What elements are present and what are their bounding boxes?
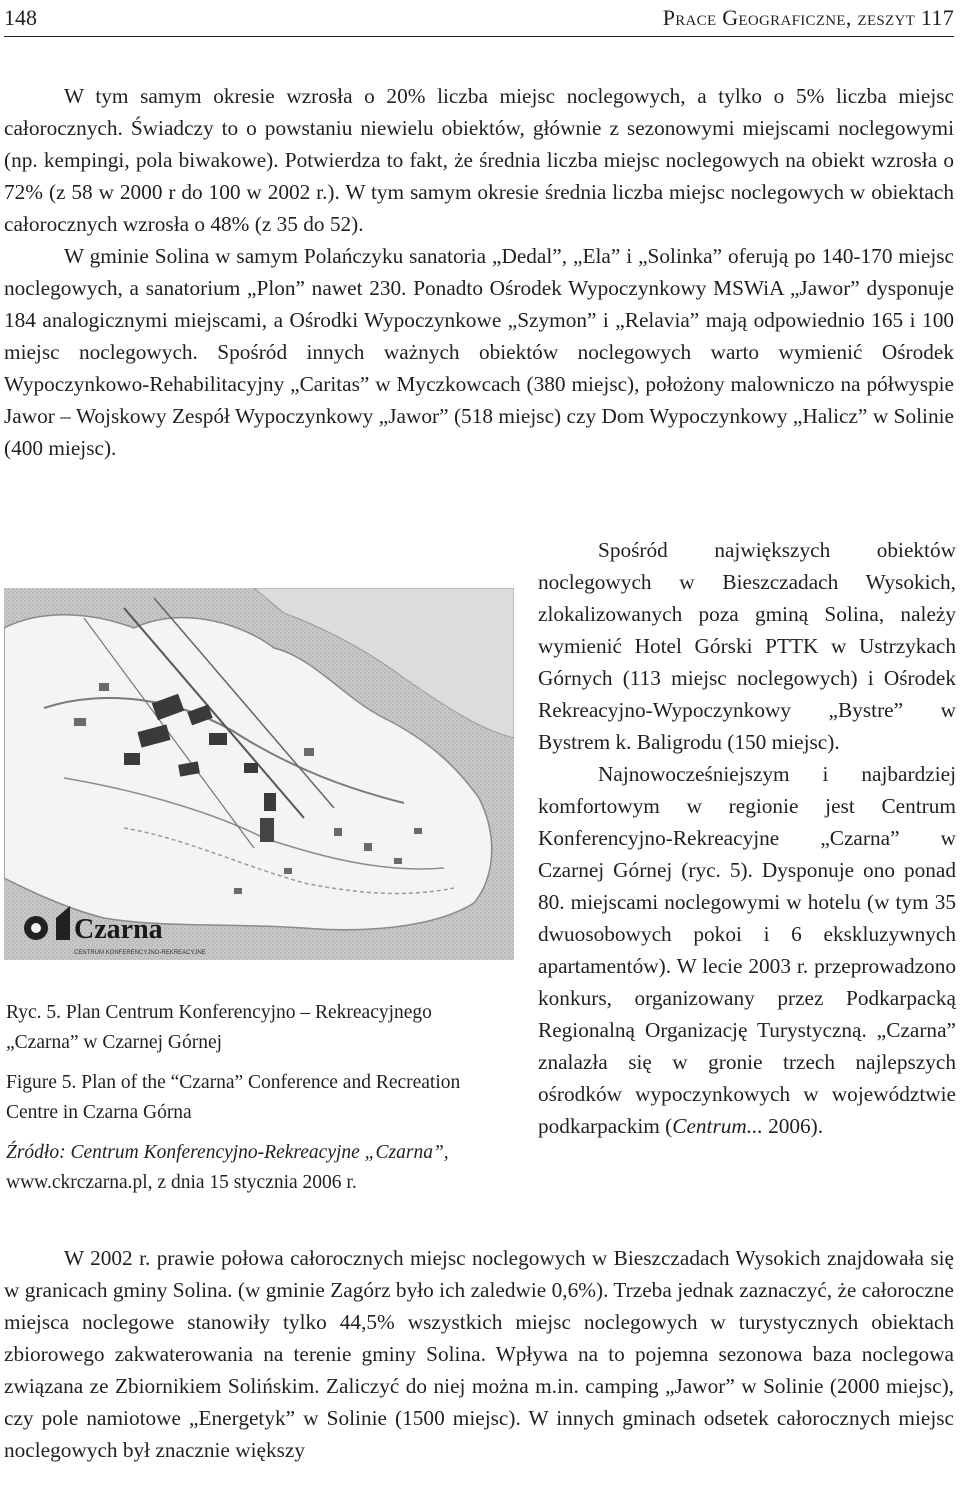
running-title: Prace Geograficzne, zeszyt 117 [662, 5, 954, 30]
paragraph: W gminie Solina w samym Polańczyku sanatoria „Dedal”, „Ela” i „Solinka” oferują po 140-170 miejsc noclegowych, a sanatorium „Plon” nawet 230. Ponadto Ośrodek Wypoczynkowy MSWiA „Jawor” dysponuje 184 analogicznymi miejscami, a Ośrodki Wypoczynkowe „Szymon” i „Relavia” mają odpowiednio 165 i 100 miejsc noclegowych. Spośród innych ważnych obiektów noclegowych warto wymienić Ośrodek Wypoczynkowo-Rehabilitacyjny „Caritas” w Myczkowcach (380 miejsc), położony malowniczo na półwyspie Jawor – Wojskowy Zespół Wypoczynkowy „Jawor” (518 miejsc) czy Dom Wypoczynkowy „Halicz” w Solinie (400 miejsc). [4, 244, 954, 460]
map-building [260, 818, 274, 842]
body-text-bottom [4, 1242, 954, 1466]
paragraph-text: Najnowocześniejszym i najbardziej komfortowym w regionie jest Centrum Konferencyjno-Rekreacyjne „Czarna” w Czarnej Górnej (ryc. 5). Dysponuje ono ponad 80. miejscami noclegowymi w hotelu (w tym 35 dwuosobowych pokoi i 6 ekskluzywnych apartamentów). W lecie 2003 r. przeprowadzono konkurs, organizowany przez Podkarpacką Regionalną Organizację Turystyczną. „Czarna” znalazła się w gronie trzech najlepszych ośrodków wypoczynkowych w województwie podkarpackim ( [538, 762, 956, 1138]
caption-source [6, 1138, 506, 1198]
citation-italic: Centrum... [672, 1114, 763, 1138]
body-text-top [4, 80, 954, 464]
page-header [4, 2, 954, 36]
source-title: : Centrum Konferencyjno-Rekreacyjne „Czarna”, [59, 1142, 449, 1163]
paragraph [538, 758, 956, 1142]
header-rule [4, 36, 954, 37]
caption-english: Figure 5. Plan of the “Czarna” Conference and Recreation Centre in Czarna Górna [6, 1072, 461, 1123]
paragraph: W tym samym okresie wzrosła o 20% liczba miejsc noclegowych, a tylko o 5% liczba miejsc całorocznych. Świadczy to o powstaniu niewielu obiektów, głównie z sezonowymi miejscami noclegowymi (np. kempingi, pola biwakowe). Potwierdza to fakt, że średnia liczba miejsc noclegowych na obiekt wzrosła o 72% (z 58 w 2000 r do 100 w 2002 r.). W tym samym okresie średnia liczba miejsc noclegowych w obiektach całorocznych wzrosła o 48% (z 35 do 52). [4, 84, 954, 236]
paragraph: Spośród największych obiektów noclegowych w Bieszczadach Wysokich, zlokalizowanych poza gminą Solina, należy wymienić Hotel Górski PTTK w Ustrzykach Górnych (113 miejsc noclegowych) i Ośrodek Rekreacyjno-Wypoczynkowy „Bystre” w Bystrem k. Baligrodu (150 miejsc). [538, 538, 956, 754]
body-text-wrap [538, 534, 956, 1142]
logo-subtext: CENTRUM KONFERENCYJNO-REKREACYJNE [74, 950, 206, 956]
caption-polish: Ryc. 5. Plan Centrum Konferencyjno – Rekreacyjnego „Czarna” w Czarnej Górnej [6, 1002, 432, 1053]
paragraph: W 2002 r. prawie połowa całorocznych miejsc noclegowych w Bieszczadach Wysokich znajdowała się w granicach gminy Solina. (w gminie Zagórz było ich zaledwie 0,6%). Trzeba jednak zaznaczyć, że całoroczne miejsca noclegowe stanowiły tylko 44,5% wszystkich miejsc noclegowych w turystycznych obiektach zbiorowego zakwaterowania na terenie gminy Solina. Wpływa na to pojemna sezonowa baza noclegowa związana ze Zbiornikiem Solińskim. Zaliczyć do niej można m.in. camping „Jawor” w Solinie (2000 miejsc), czy pole namiotowe „Energetyk” w Solinie (1500 miejsc). W innych gminach odsetek całorocznych miejsc noclegowych był znacznie większy [4, 1246, 954, 1462]
logo-wordmark: Czarna [74, 914, 163, 945]
figure-site-plan [4, 588, 514, 960]
site-plan-map [4, 588, 514, 960]
figure-caption [6, 998, 506, 1208]
source-url: www.ckrczarna.pl, z dnia 15 stycznia 2006 r. [6, 1172, 357, 1193]
citation-tail: 2006). [762, 1114, 824, 1138]
page-number: 148 [4, 5, 37, 30]
source-label: Źródło [6, 1142, 60, 1163]
